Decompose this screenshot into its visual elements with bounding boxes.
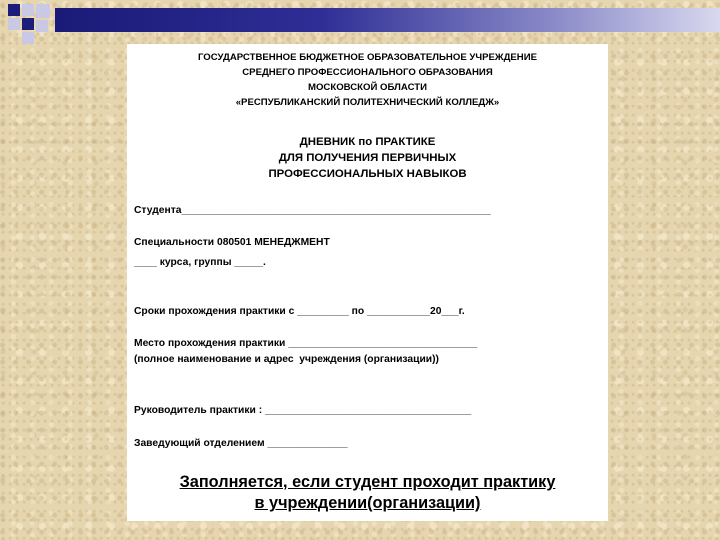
- decorative-top-band: [55, 8, 720, 32]
- specialty-field: Специальности 080501 МЕНЕДЖМЕНТ: [134, 237, 330, 248]
- practice-diary-sheet: [127, 44, 608, 521]
- document-title: [127, 134, 608, 182]
- institution-header: [127, 50, 608, 110]
- note-line: Заполняется, если студент проходит практику: [179, 473, 556, 491]
- title-line: ДНЕВНИК по ПРАКТИКЕ: [299, 136, 436, 148]
- fill-instruction-note: [127, 472, 608, 514]
- decorative-square: [22, 18, 34, 30]
- course-group-field: ____ курса, группы _____.: [134, 257, 266, 268]
- decorative-square: [22, 4, 34, 16]
- decorative-square: [8, 18, 20, 30]
- title-line: ДЛЯ ПОЛУЧЕНИЯ ПЕРВИЧНЫХ: [278, 152, 457, 164]
- title-line: ПРОФЕССИОНАЛЬНЫХ НАВЫКОВ: [268, 168, 467, 180]
- decorative-square: [36, 20, 48, 32]
- decorative-square: [36, 4, 50, 18]
- header-line: «РЕСПУБЛИКАНСКИЙ ПОЛИТЕХНИЧЕСКИЙ КОЛЛЕДЖ»: [235, 97, 500, 108]
- decorative-square: [22, 32, 34, 44]
- header-line: МОСКОВСКОЙ ОБЛАСТИ: [307, 82, 428, 93]
- practice-place-note: (полное наименование и адрес учреждения (организации)): [134, 354, 439, 365]
- department-head-field: Заведующий отделением ______________: [134, 438, 348, 449]
- student-field: Студента______________________________________________________: [134, 205, 491, 216]
- supervisor-field: Руководитель практики : ____________________________________: [134, 405, 472, 416]
- header-line: СРЕДНЕГО ПРОФЕССИОНАЛЬНОГО ОБРАЗОВАНИЯ: [242, 67, 493, 78]
- note-line: в учреждении(организации): [254, 494, 481, 512]
- practice-place-field: Место прохождения практики _________________________________: [134, 338, 478, 349]
- practice-period-field: Сроки прохождения практики с _________ по ___________20___г.: [134, 306, 465, 317]
- decorative-square: [8, 4, 20, 16]
- header-line: ГОСУДАРСТВЕННОЕ БЮДЖЕТНОЕ ОБРАЗОВАТЕЛЬНОЕ УЧРЕЖДЕНИЕ: [197, 52, 538, 63]
